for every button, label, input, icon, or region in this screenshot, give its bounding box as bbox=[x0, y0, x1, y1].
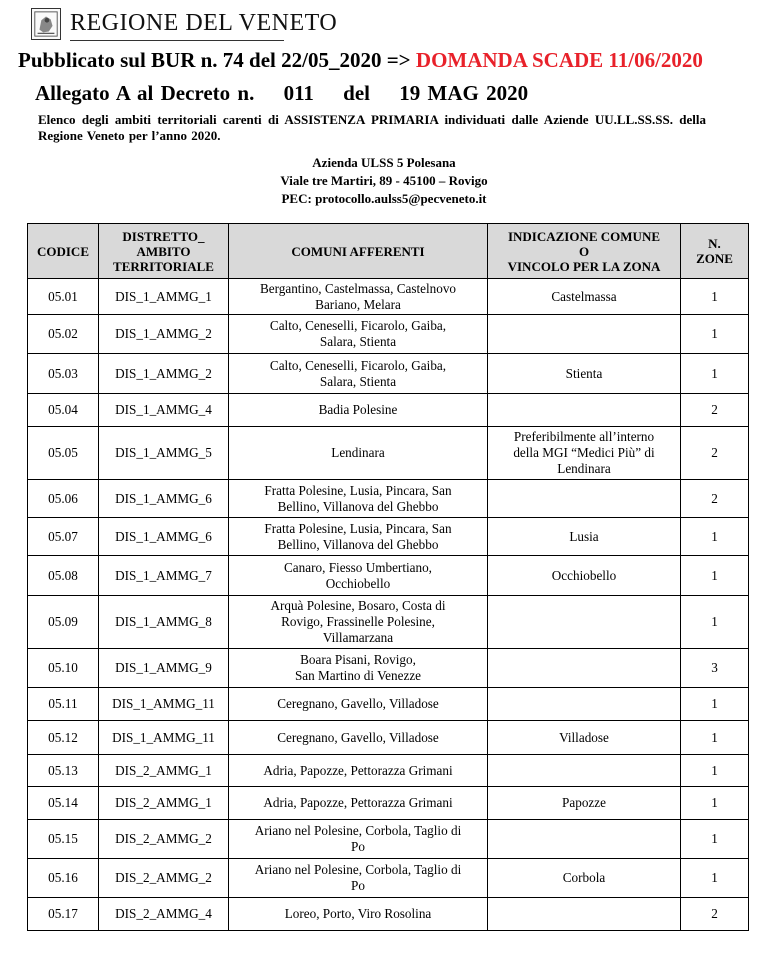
cell-ambito: DIS_1_AMMG_4 bbox=[99, 394, 229, 427]
cell-comuni: Boara Pisani, Rovigo, San Martino di Venezze bbox=[229, 649, 488, 688]
table-row bbox=[28, 394, 749, 427]
document-description: Elenco degli ambiti territoriali carenti di ASSISTENZA PRIMARIA individuati dalle Aziende UU.LL.SS.SS. della Regione Veneto per l’anno 2020. bbox=[38, 112, 706, 143]
logo-text: REGIONE DEL VENETO bbox=[70, 10, 338, 36]
cell-zone: 1 bbox=[681, 596, 749, 649]
cell-ambito: DIS_1_AMMG_7 bbox=[99, 556, 229, 596]
cell-comuni: Calto, Ceneselli, Ficarolo, Gaiba, Salara, Stienta bbox=[229, 354, 488, 394]
cell-indicazione bbox=[488, 755, 681, 787]
cell-indicazione bbox=[488, 649, 681, 688]
azienda-pec: PEC: protocollo.aulss5@pecveneto.it bbox=[281, 191, 487, 206]
cell-comuni: Lendinara bbox=[229, 427, 488, 480]
table-row bbox=[28, 596, 749, 649]
cell-zone: 1 bbox=[681, 279, 749, 315]
cell-comuni: Fratta Polesine, Lusia, Pincara, San Bellino, Villanova del Ghebbo bbox=[229, 480, 488, 518]
cell-ambito: DIS_2_AMMG_4 bbox=[99, 898, 229, 931]
cell-ambito: DIS_2_AMMG_1 bbox=[99, 755, 229, 787]
cell-comuni: Bergantino, Castelmassa, Castelnovo Bariano, Melara bbox=[229, 279, 488, 315]
cell-codice: 05.11 bbox=[28, 688, 99, 721]
table-row bbox=[28, 820, 749, 859]
header-distretto: DISTRETTO_ AMBITO TERRITORIALE bbox=[99, 224, 229, 279]
cell-ambito: DIS_1_AMMG_1 bbox=[99, 279, 229, 315]
cell-indicazione: Papozze bbox=[488, 787, 681, 820]
cell-codice: 05.06 bbox=[28, 480, 99, 518]
cell-zone: 2 bbox=[681, 480, 749, 518]
cell-ambito: DIS_1_AMMG_5 bbox=[99, 427, 229, 480]
cell-comuni: Fratta Polesine, Lusia, Pincara, San Bellino, Villanova del Ghebbo bbox=[229, 518, 488, 556]
cell-ambito: DIS_2_AMMG_2 bbox=[99, 859, 229, 898]
cell-indicazione: Corbola bbox=[488, 859, 681, 898]
cell-indicazione bbox=[488, 898, 681, 931]
cell-zone: 3 bbox=[681, 649, 749, 688]
cell-zone: 1 bbox=[681, 688, 749, 721]
cell-indicazione: Stienta bbox=[488, 354, 681, 394]
cell-ambito: DIS_1_AMMG_11 bbox=[99, 688, 229, 721]
cell-comuni: Canaro, Fiesso Umbertiano, Occhiobello bbox=[229, 556, 488, 596]
cell-codice: 05.16 bbox=[28, 859, 99, 898]
cell-comuni: Adria, Papozze, Pettorazza Grimani bbox=[229, 755, 488, 787]
table-row bbox=[28, 859, 749, 898]
header-indicazione: INDICAZIONE COMUNE O VINCOLO PER LA ZONA bbox=[488, 224, 681, 279]
cell-codice: 05.08 bbox=[28, 556, 99, 596]
cell-codice: 05.02 bbox=[28, 315, 99, 354]
azienda-address: Viale tre Martiri, 89 - 45100 – Rovigo bbox=[280, 173, 488, 188]
cell-zone: 2 bbox=[681, 394, 749, 427]
header-comuni: COMUNI AFFERENTI bbox=[229, 224, 488, 279]
cell-zone: 2 bbox=[681, 427, 749, 480]
cell-codice: 05.03 bbox=[28, 354, 99, 394]
allegato-label: Allegato A al Decreto n. bbox=[35, 81, 255, 105]
table-row bbox=[28, 556, 749, 596]
cell-zone: 1 bbox=[681, 354, 749, 394]
cell-zone: 1 bbox=[681, 721, 749, 755]
cell-comuni: Calto, Ceneselli, Ficarolo, Gaiba, Salara, Stienta bbox=[229, 315, 488, 354]
table-row bbox=[28, 649, 749, 688]
cell-ambito: DIS_1_AMMG_9 bbox=[99, 649, 229, 688]
cell-zone: 1 bbox=[681, 859, 749, 898]
table-header-row bbox=[28, 224, 749, 279]
table-row bbox=[28, 279, 749, 315]
decreto-date: 19 MAG 2020 bbox=[399, 81, 529, 105]
cell-indicazione bbox=[488, 688, 681, 721]
cell-ambito: DIS_1_AMMG_11 bbox=[99, 721, 229, 755]
cell-comuni: Ariano nel Polesine, Corbola, Taglio di Po bbox=[229, 820, 488, 859]
cell-comuni: Badia Polesine bbox=[229, 394, 488, 427]
table-row bbox=[28, 898, 749, 931]
cell-ambito: DIS_2_AMMG_1 bbox=[99, 787, 229, 820]
cell-indicazione: Lusia bbox=[488, 518, 681, 556]
cell-zone: 2 bbox=[681, 898, 749, 931]
cell-indicazione bbox=[488, 820, 681, 859]
table-row bbox=[28, 721, 749, 755]
publication-line bbox=[18, 48, 758, 73]
table-row bbox=[28, 755, 749, 787]
cell-zone: 1 bbox=[681, 787, 749, 820]
cell-comuni: Ceregnano, Gavello, Villadose bbox=[229, 688, 488, 721]
azienda-block bbox=[0, 154, 768, 208]
table-row bbox=[28, 354, 749, 394]
cell-zone: 1 bbox=[681, 820, 749, 859]
cell-codice: 05.12 bbox=[28, 721, 99, 755]
cell-comuni: Ariano nel Polesine, Corbola, Taglio di Po bbox=[229, 859, 488, 898]
cell-ambito: DIS_1_AMMG_8 bbox=[99, 596, 229, 649]
cell-zone: 1 bbox=[681, 755, 749, 787]
cell-zone: 1 bbox=[681, 518, 749, 556]
cell-indicazione bbox=[488, 394, 681, 427]
publication-info: Pubblicato sul BUR n. 74 del 22/05_2020 => bbox=[18, 48, 411, 72]
cell-codice: 05.07 bbox=[28, 518, 99, 556]
cell-indicazione bbox=[488, 480, 681, 518]
table-row bbox=[28, 787, 749, 820]
cell-comuni: Adria, Papozze, Pettorazza Grimani bbox=[229, 787, 488, 820]
cell-indicazione bbox=[488, 596, 681, 649]
cell-indicazione: Occhiobello bbox=[488, 556, 681, 596]
table-row bbox=[28, 315, 749, 354]
cell-codice: 05.04 bbox=[28, 394, 99, 427]
cell-comuni: Ceregnano, Gavello, Villadose bbox=[229, 721, 488, 755]
deadline-notice: DOMANDA SCADE 11/06/2020 bbox=[415, 48, 703, 72]
cell-ambito: DIS_1_AMMG_6 bbox=[99, 518, 229, 556]
cell-zone: 1 bbox=[681, 315, 749, 354]
cell-ambito: DIS_1_AMMG_2 bbox=[99, 354, 229, 394]
allegato-line bbox=[35, 81, 755, 106]
cell-indicazione: Castelmassa bbox=[488, 279, 681, 315]
regione-veneto-logo bbox=[31, 8, 338, 44]
cell-codice: 05.17 bbox=[28, 898, 99, 931]
cell-codice: 05.13 bbox=[28, 755, 99, 787]
table-row bbox=[28, 688, 749, 721]
table-row bbox=[28, 427, 749, 480]
cell-zone: 1 bbox=[681, 556, 749, 596]
azienda-name: Azienda ULSS 5 Polesana bbox=[312, 155, 456, 170]
header-codice: CODICE bbox=[28, 224, 99, 279]
cell-codice: 05.10 bbox=[28, 649, 99, 688]
cell-ambito: DIS_1_AMMG_6 bbox=[99, 480, 229, 518]
header-zone: N. ZONE bbox=[681, 224, 749, 279]
cell-codice: 05.01 bbox=[28, 279, 99, 315]
cell-indicazione: Preferibilmente all’interno della MGI “Medici Più” di Lendinara bbox=[488, 427, 681, 480]
del-label: del bbox=[343, 81, 371, 105]
cell-codice: 05.14 bbox=[28, 787, 99, 820]
cell-codice: 05.05 bbox=[28, 427, 99, 480]
cell-indicazione bbox=[488, 315, 681, 354]
decreto-number: 011 bbox=[283, 81, 314, 105]
cell-codice: 05.15 bbox=[28, 820, 99, 859]
logo-underline bbox=[70, 40, 284, 41]
lion-emblem-icon bbox=[31, 8, 61, 40]
ambiti-table bbox=[27, 223, 749, 931]
cell-comuni: Arquà Polesine, Bosaro, Costa di Rovigo, Frassinelle Polesine, Villamarzana bbox=[229, 596, 488, 649]
cell-ambito: DIS_1_AMMG_2 bbox=[99, 315, 229, 354]
cell-comuni: Loreo, Porto, Viro Rosolina bbox=[229, 898, 488, 931]
table-row bbox=[28, 480, 749, 518]
cell-indicazione: Villadose bbox=[488, 721, 681, 755]
table-row bbox=[28, 518, 749, 556]
cell-ambito: DIS_2_AMMG_2 bbox=[99, 820, 229, 859]
cell-codice: 05.09 bbox=[28, 596, 99, 649]
